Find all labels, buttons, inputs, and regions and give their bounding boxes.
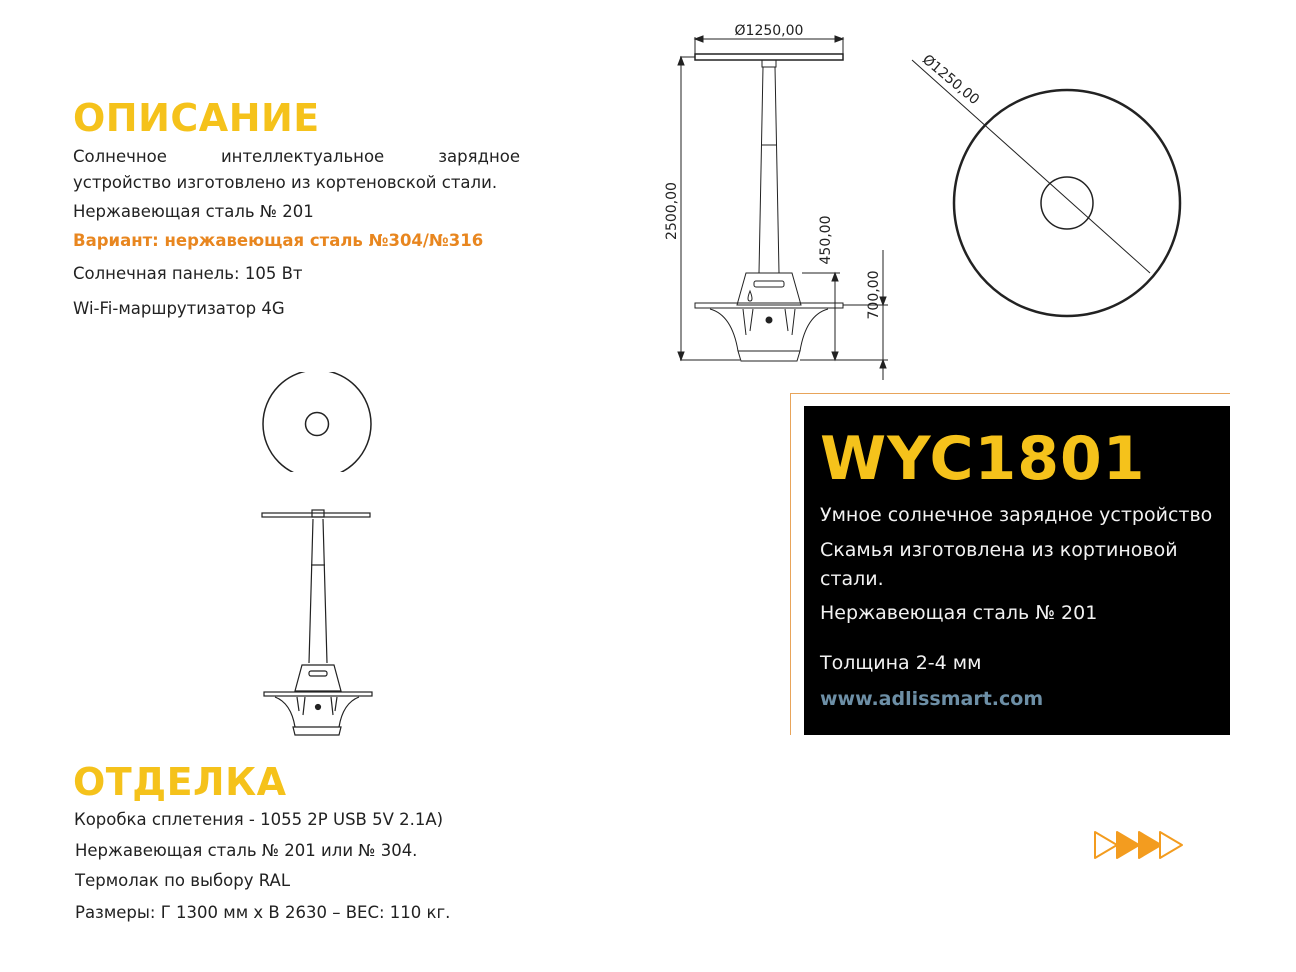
finish-item-2: Нержавеющая сталь № 201 или № 304. xyxy=(75,841,418,860)
finish-item-1: Коробка сплетения - 1055 2P USB 5V 2.1A) xyxy=(74,810,444,829)
product-line-3: стали. xyxy=(820,568,884,590)
description-variant: Вариант: нержавеющая сталь №304/№316 xyxy=(73,231,484,250)
description-word-3: зарядное xyxy=(438,147,520,166)
description-word-1: Солнечное xyxy=(73,147,167,166)
finish-item-4: Размеры: Г 1300 мм х В 2630 – ВЕС: 110 кг. xyxy=(75,903,451,922)
arrow-decoration xyxy=(1090,828,1186,862)
description-router: Wi-Fi-маршрутизатор 4G xyxy=(73,299,285,318)
arrow-outline-icon xyxy=(1160,832,1182,858)
description-line1 xyxy=(73,147,520,166)
elevation-drawing xyxy=(650,15,910,385)
product-code: WYC1801 xyxy=(820,424,1146,494)
infobox-left-rule xyxy=(790,393,791,735)
arrow-filled-icon xyxy=(1139,832,1161,858)
finish-item-3: Термолак по выбору RAL xyxy=(75,871,291,890)
description-word-2: интеллектуальное xyxy=(220,147,385,166)
small-elevation-view xyxy=(255,505,385,740)
dim-cabinet: 450,00 xyxy=(818,215,834,265)
dim-height: 2500,00 xyxy=(664,182,680,240)
description-line2: устройство изготовлено из кортеновской стали. xyxy=(73,173,498,192)
finish-heading: ОТДЕЛКА xyxy=(73,760,287,804)
description-panel: Солнечная панель: 105 Вт xyxy=(73,264,303,283)
product-line-1: Умное солнечное зарядное устройство xyxy=(820,504,1213,526)
infobox-top-rule xyxy=(790,393,1230,394)
product-line-4: Нержавеющая сталь № 201 xyxy=(820,602,1098,624)
plan-view-drawing xyxy=(900,45,1190,325)
dim-top-diameter: Ø1250,00 xyxy=(734,23,804,39)
product-info-box xyxy=(804,406,1230,735)
dim-plan-diameter: Ø1250,00 xyxy=(919,51,983,109)
product-line-5: Толщина 2-4 мм xyxy=(820,652,982,674)
description-steel: Нержавеющая сталь № 201 xyxy=(73,202,314,221)
small-plan-view xyxy=(255,372,380,472)
dim-seat: 700,00 xyxy=(866,270,882,320)
product-url-link[interactable]: www.adlissmart.com xyxy=(820,688,1044,710)
product-line-2: Скамья изготовлена из кортиновой xyxy=(820,539,1178,561)
arrow-outline-icon xyxy=(1095,832,1117,858)
description-heading: ОПИСАНИЕ xyxy=(73,96,320,140)
arrow-filled-icon xyxy=(1117,832,1139,858)
